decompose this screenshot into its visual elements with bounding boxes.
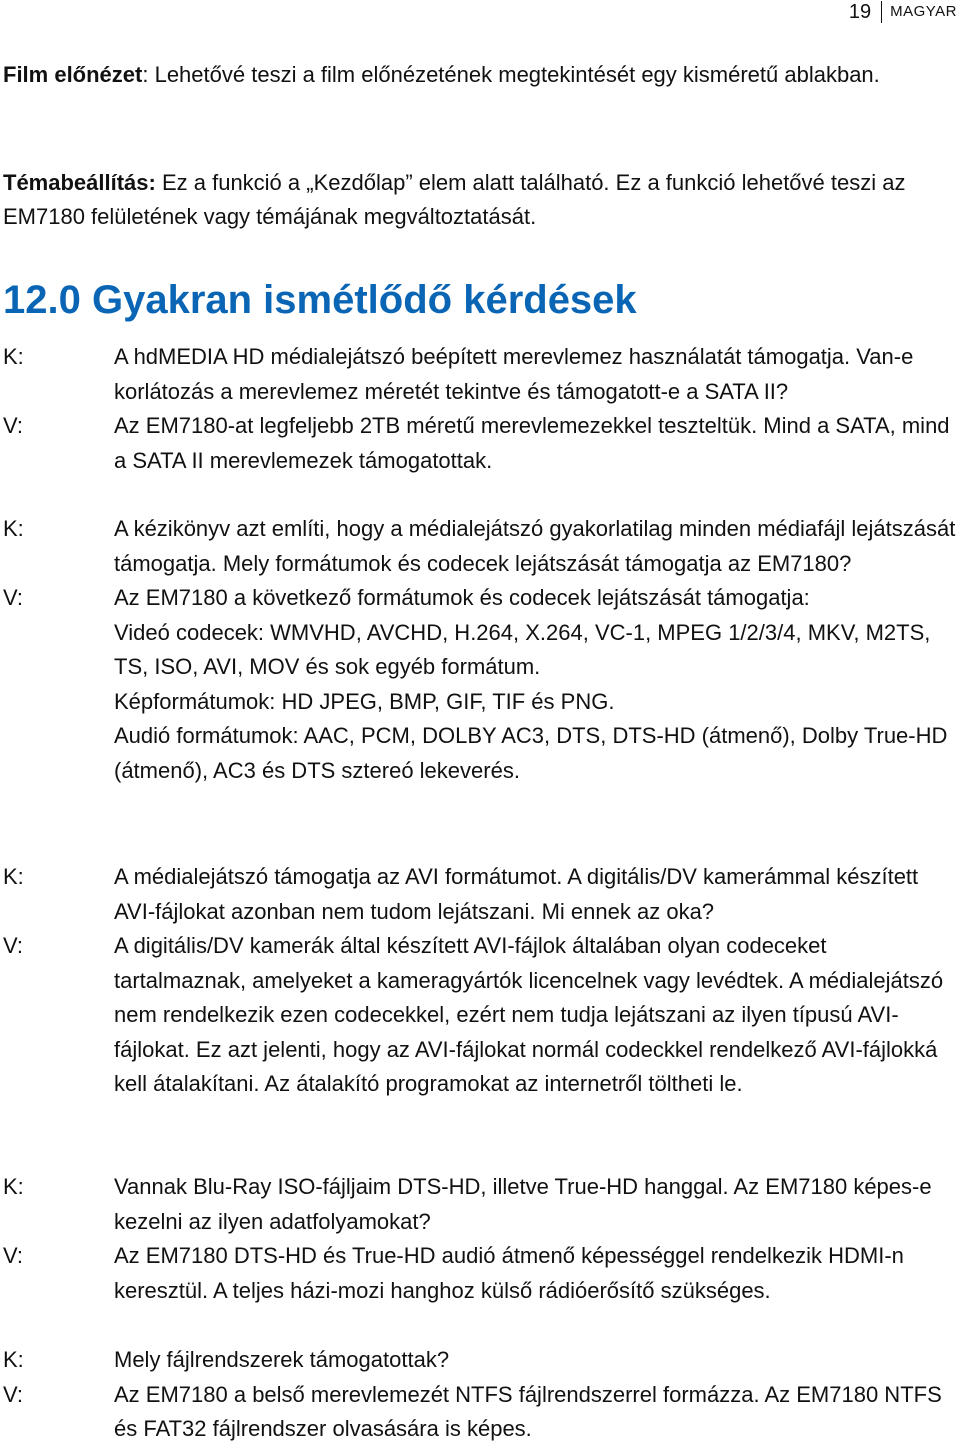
film-preview-paragraph [3, 58, 955, 92]
audio-formats-text: Audió formátumok: AAC, PCM, DOLBY AC3, DTS, DTS-HD (átmenő), Dolby True-HD (átmenő), AC3 és DTS sztereó lekeverés. [114, 723, 948, 783]
answer-text: Az EM7180 DTS-HD és True-HD audió átmenő képességgel rendelkezik HDMI-n keresztül. A teljes házi-mozi hanghoz külső rádióerősítő szükséges. [114, 1243, 904, 1303]
language-label: MAGYAR [890, 3, 957, 20]
question-row [3, 860, 957, 929]
theme-settings-paragraph [3, 166, 955, 234]
question-row [3, 1343, 957, 1378]
question-label: K: [3, 516, 24, 541]
theme-settings-text: Ez a funkció a „Kezdőlap” elem alatt található. Ez a funkció lehetővé teszi az EM7180 felületének vagy témájának megváltoztatását. [3, 170, 906, 229]
faq-item-5 [3, 1343, 957, 1447]
video-codecs-text: Videó codecek: WMVHD, AVCHD, H.264, X.264, VC-1, MPEG 1/2/3/4, MKV, M2TS, TS, ISO, AVI, MOV és sok egyéb formátum. [114, 619, 931, 679]
question-row [3, 340, 957, 409]
answer-label: V: [3, 1243, 23, 1268]
theme-settings-term: Témabeállítás: [3, 170, 156, 195]
answer-text: Az EM7180-at legfeljebb 2TB méretű merevlemezekkel teszteltük. Mind a SATA, mind a SATA II merevlemezek támogatottak. [114, 413, 950, 473]
question-text: Mely fájlrendszerek támogatottak? [114, 1347, 450, 1372]
question-text: Vannak Blu-Ray ISO-fájljaim DTS-HD, illetve True-HD hanggal. Az EM7180 képes-e kezelni az ilyen adatfolyamokat? [114, 1174, 932, 1234]
answer-text: Az EM7180 a belső merevlemezét NTFS fájlrendszerrel formázza. Az EM7180 NTFS és FAT32 fájlrendszer olvasására is képes. [114, 1381, 942, 1441]
question-row [3, 512, 957, 581]
question-row [3, 1170, 957, 1239]
answer-row [3, 1378, 957, 1447]
question-text: A médialejátszó támogatja az AVI formátumot. A digitális/DV kamerámmal készített AVI-fájlokat azonban nem tudom lejátszani. Mi ennek az oka? [114, 864, 919, 924]
question-label: K: [3, 864, 24, 889]
image-formats-text: Képformátumok: HD JPEG, BMP, GIF, TIF és PNG. [114, 688, 615, 714]
answer-label: V: [3, 933, 23, 958]
answer-label: V: [3, 585, 23, 610]
answer-row [3, 581, 957, 788]
answer-row [3, 929, 957, 1102]
question-label: K: [3, 1174, 24, 1199]
question-label: K: [3, 344, 24, 369]
page-header [849, 0, 960, 24]
faq-item-3 [3, 860, 957, 1102]
answer-row [3, 409, 957, 478]
film-preview-text: : Lehetővé teszi a film előnézetének megtekintését egy kisméretű ablakban. [142, 62, 880, 87]
film-preview-term: Film előnézet [3, 62, 143, 87]
answer-text: Az EM7180 a következő formátumok és codecek lejátszását támogatja: [114, 585, 810, 610]
question-text: A hdMEDIA HD médialejátszó beépített merevlemez használatát támogatja. Van-e korlátozás a merevlemez méretét tekintve és támogatott-e a SATA II? [114, 344, 914, 404]
question-text: A kézikönyv azt említi, hogy a médialejátszó gyakorlatilag minden médiafájl lejátszását támogatja. Mely formátumok és codecek lejátszását támogatja az EM7180? [114, 516, 956, 576]
faq-item-1 [3, 340, 957, 478]
answer-text: A digitális/DV kamerák által készített AVI-fájlok általában olyan codeceket tartalmaznak, amelyeket a kameragyártók licencelnek vagy levédtek. A médialejátszó nem rendelkezik ezen codecekkel, ezért nem tudja lejátszani az ilyen típusú AVI-fájlokat. Ez azt jelenti, hogy az AVI-fájlokat normál codeckkel rendelkező AVI-fájlokká kell átalakítani. Az átalakító programokat az internetről töltheti le. [114, 933, 944, 1096]
question-label: K: [3, 1347, 24, 1372]
page-number: 19 [848, 1, 872, 23]
faq-item-2 [3, 512, 957, 788]
answer-block [114, 581, 957, 788]
answer-row [3, 1239, 957, 1308]
faq-item-4 [3, 1170, 957, 1308]
section-title: 12.0 Gyakran ismétlődő kérdések [3, 278, 637, 322]
answer-label: V: [3, 1381, 23, 1407]
answer-label: V: [3, 413, 23, 438]
